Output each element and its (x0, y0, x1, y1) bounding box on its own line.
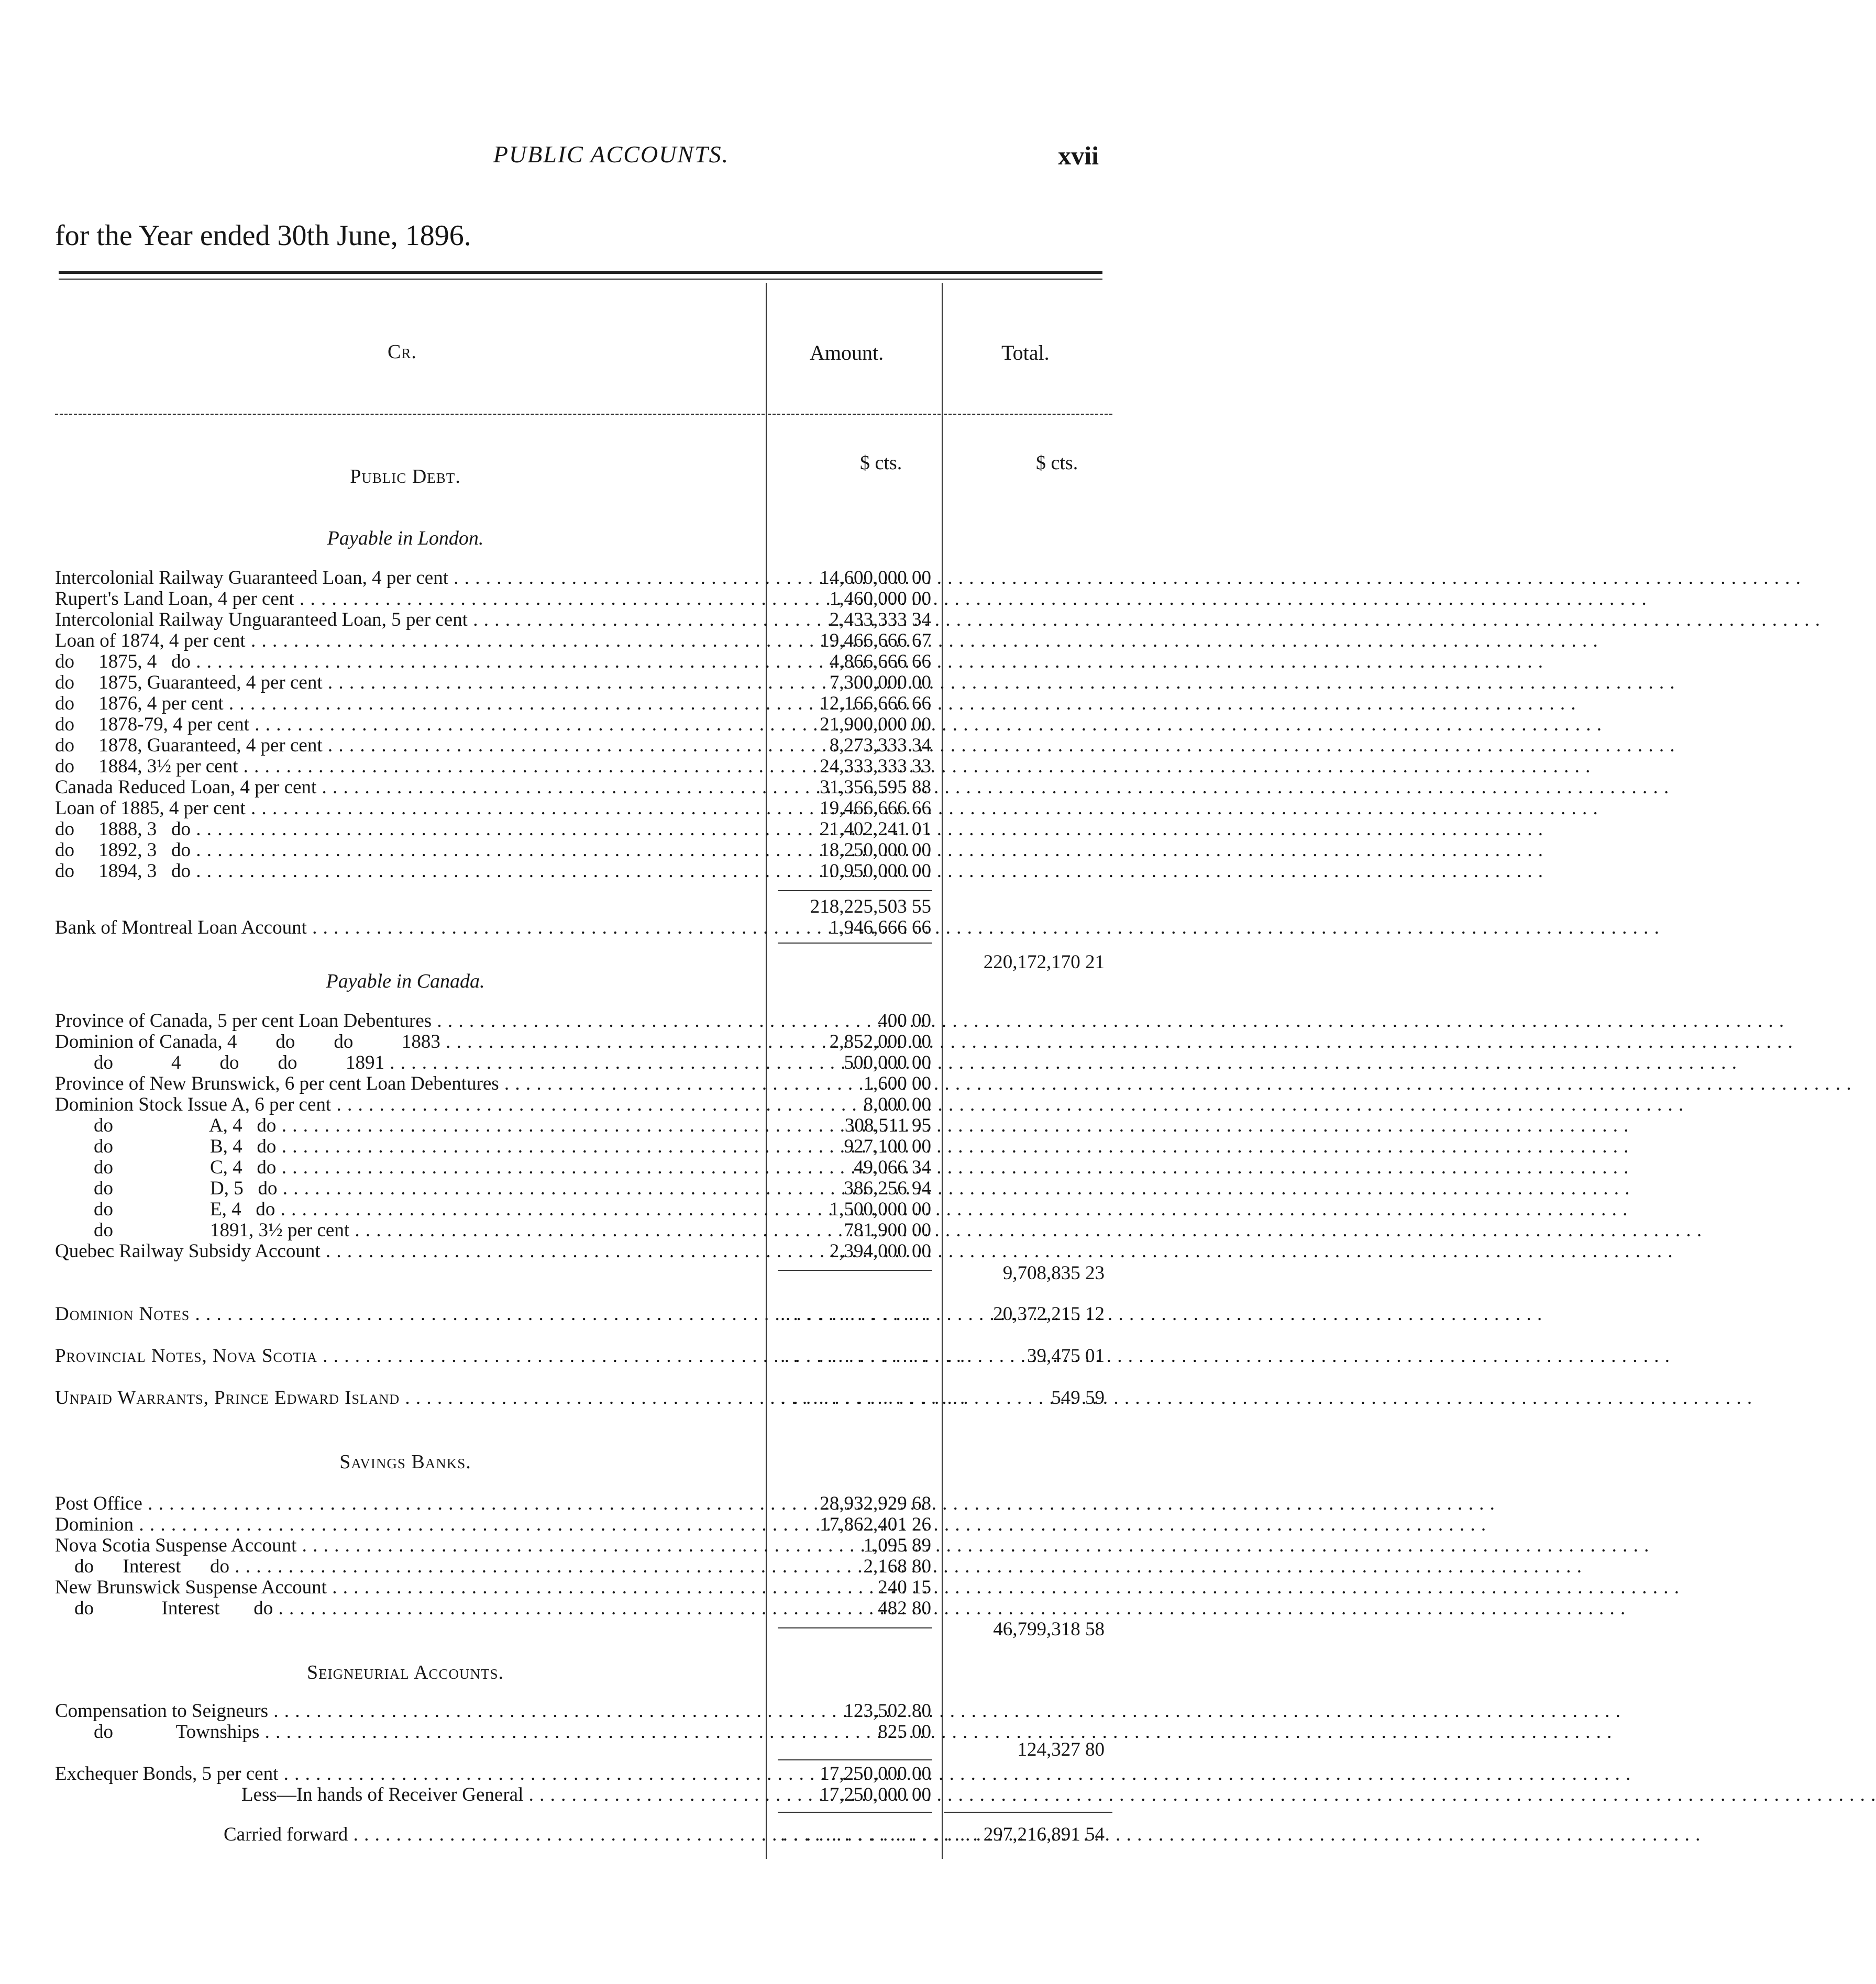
row-amount: 482 80 (878, 1598, 931, 1619)
ledger-row (0, 1032, 1222, 1052)
total-column-heading: Total. (1001, 341, 1050, 364)
row-amount: 1,600 00 (863, 1073, 931, 1094)
row-label: Dominion . . . (55, 1514, 756, 1535)
amount-column-heading: Amount. (810, 341, 884, 364)
ledger-row (0, 1785, 1222, 1805)
public-debt-london-total: 220,172,170 21 (983, 951, 1105, 973)
row-amount: 2,168 80 (863, 1556, 931, 1577)
row-label: do Interest do . . . (55, 1556, 756, 1577)
header-dash-rule (55, 414, 765, 415)
row-label: do 1878-79, 4 per cent . . . (55, 714, 756, 735)
row-amount: 400 00 (878, 1010, 931, 1032)
total-row (0, 1739, 1222, 1760)
row-amount: 1,095 89 (863, 1535, 931, 1556)
row-label: Less—In hands of Receiver General . . . (55, 1785, 756, 1805)
section-heading-seigneurial: Seigneurial Accounts. (307, 1661, 504, 1683)
payable-canada-total: 9,708,835 23 (1002, 1262, 1105, 1284)
ledger-row (0, 714, 1222, 735)
row-amount: 24,333,333 33 (820, 756, 931, 777)
subtotal-row (0, 896, 1222, 917)
ledger-row (0, 1094, 1222, 1115)
ledger-row (0, 1073, 1222, 1094)
row-label: do 1888, 3 do . . . (55, 819, 756, 840)
row-amount: 308,511 95 (844, 1115, 931, 1136)
row-label: do 1875, Guaranteed, 4 per cent . . . (55, 672, 756, 693)
row-label: Bank of Montreal Loan Account . . . (55, 917, 756, 938)
row-label: Quebec Railway Subsidy Account . . . (55, 1241, 756, 1262)
page-number: xvii (1058, 141, 1099, 170)
ledger-row (0, 1136, 1222, 1157)
row-amount: 10,950,000 00 (820, 860, 931, 882)
row-amount: 4,866,666 66 (829, 651, 931, 672)
row-label: Rupert's Land Loan, 4 per cent . . . (55, 589, 756, 609)
ledger-row (0, 777, 1222, 798)
row-total: 20,372,215 12 (993, 1303, 1105, 1325)
row-amount: 825 00 (878, 1721, 931, 1743)
ledger-row (0, 1764, 1222, 1785)
total-row (0, 1619, 1222, 1640)
row-label: Exchequer Bonds, 5 per cent . . . (55, 1764, 756, 1785)
row-amount: 12,166,666 66 (820, 693, 931, 714)
amount-currency-label: $ cts. (860, 452, 902, 474)
ledger-row (0, 1178, 1222, 1199)
ledger-row (0, 1598, 1222, 1619)
row-amount: 14,600,000 00 (820, 567, 931, 589)
row-label: Province of Canada, 5 per cent Loan Debentures . . . (55, 1011, 756, 1032)
row-amount: 781,900 00 (844, 1220, 931, 1241)
row-total: 39,475 01 (1027, 1345, 1105, 1367)
row-label: do C, 4 do . . . (55, 1157, 756, 1178)
row-label: do 1878, Guaranteed, 4 per cent . . . (55, 735, 756, 756)
row-amount: 386,256 94 (844, 1178, 931, 1199)
ledger-row (0, 609, 1222, 630)
row-amount: 2,394,000 00 (829, 1240, 931, 1262)
row-amount: 1,946,666 66 (829, 917, 931, 938)
ledger-row (0, 1115, 1222, 1136)
top-rule-thin (59, 279, 1102, 280)
running-title: PUBLIC ACCOUNTS. (493, 141, 730, 168)
amount-leader-dots: . . . . . . . . . . . . . . . (780, 1387, 967, 1409)
seigneurial-total: 124,327 80 (1017, 1739, 1105, 1760)
amount-leader-dots: . . . . . . . . . . . . (780, 1303, 928, 1325)
row-amount: 17,862,401 26 (820, 1514, 931, 1535)
row-amount: 2,852,000 00 (829, 1031, 931, 1052)
row-label: do 1876, 4 per cent . . . (55, 693, 756, 714)
amount-leader-dots: . . . . . . . . . . . . . . . (780, 1345, 967, 1367)
ledger-row (0, 798, 1222, 819)
savings-banks-total: 46,799,318 58 (993, 1619, 1105, 1640)
ledger-row (0, 1241, 1222, 1262)
row-amount: 2,433,333 34 (829, 609, 931, 630)
row-label: do 1875, 4 do . . . (55, 651, 756, 672)
subsection-heading-london: Payable in London. (327, 527, 484, 549)
ledger-row (0, 1701, 1222, 1722)
ledger-row (0, 861, 1222, 882)
row-amount: 18,250,000 00 (820, 839, 931, 861)
total-currency-label: $ cts. (1036, 452, 1078, 474)
row-label: do B, 4 do . . . (55, 1136, 756, 1157)
row-amount: 17,250,000 00 (820, 1763, 931, 1785)
carried-forward-total: 297,216,891 54 (983, 1824, 1105, 1845)
amount-leader-dots: . . . . . . . . . . . . . . . . (780, 1824, 979, 1845)
ledger-row (0, 630, 1222, 651)
ledger-row (0, 1556, 1222, 1577)
ledger-row (0, 1514, 1222, 1535)
row-label: do E, 4 do . . . (55, 1199, 756, 1220)
row-amount: 927,100 00 (844, 1136, 931, 1157)
subtotal-rule (778, 943, 932, 944)
row-label: Province of New Brunswick, 6 per cent Loan Debentures . . . (55, 1073, 756, 1094)
row-label: Intercolonial Railway Unguaranteed Loan, 5 per cent . . . (55, 609, 756, 630)
row-label: Dominion Notes . . . (55, 1304, 756, 1325)
row-label: Compensation to Seigneurs . . . (55, 1701, 756, 1722)
ledger-row (0, 1535, 1222, 1556)
row-label: do A, 4 do . . . (55, 1115, 756, 1136)
ledger-row (0, 589, 1222, 609)
carried-forward-label: Carried forward . . . (55, 1824, 756, 1845)
row-label: Intercolonial Railway Guaranteed Loan, 4 per cent . . . (55, 568, 756, 589)
row-total: 549 59 (1051, 1387, 1105, 1409)
header-dash-rule (944, 414, 1112, 415)
ledger-row (0, 693, 1222, 714)
row-label: do 1891, 3½ per cent . . . (55, 1220, 756, 1241)
ledger-row (0, 1388, 1222, 1409)
ledger-row (0, 1011, 1222, 1032)
cr-column-heading: Cr. (388, 341, 417, 363)
ledger-row (0, 1304, 1222, 1325)
subsection-heading-canada: Payable in Canada. (326, 970, 485, 992)
row-label: Canada Reduced Loan, 4 per cent . . . (55, 777, 756, 798)
ledger-row (0, 651, 1222, 672)
subtotal-rule (778, 890, 932, 891)
subtotal-rule (778, 1812, 932, 1813)
top-rule-thick (59, 271, 1102, 274)
ledger-row (0, 672, 1222, 693)
row-label: Dominion of Canada, 4 do do 1883 . . . (55, 1032, 756, 1052)
row-amount: 28,932,929 68 (820, 1493, 931, 1514)
row-amount: 31,356,595 88 (820, 777, 931, 798)
row-amount: 17,250,000 00 (820, 1784, 931, 1805)
ledger-row (0, 568, 1222, 589)
row-label: New Brunswick Suspense Account . . . (55, 1577, 756, 1598)
header-dash-rule (768, 414, 941, 415)
row-label: do D, 5 do . . . (55, 1178, 756, 1199)
ledger-row (0, 840, 1222, 861)
ledger-row (0, 1220, 1222, 1241)
row-label: Dominion Stock Issue A, 6 per cent . . . (55, 1094, 756, 1115)
row-amount: 1,460,000 00 (829, 588, 931, 609)
row-amount: 1,500,000 00 (829, 1199, 931, 1220)
ledger-row (0, 1577, 1222, 1598)
row-amount: 21,402,241 01 (820, 818, 931, 840)
carried-forward-row (0, 1824, 1222, 1845)
row-amount: 49,066 34 (854, 1157, 931, 1178)
ledger-row (0, 917, 1222, 938)
row-label: do 1894, 3 do . . . (55, 861, 756, 882)
page-subtitle: for the Year ended 30th June, 1896. (55, 219, 471, 252)
row-label: Loan of 1885, 4 per cent . . . (55, 798, 756, 819)
subtotal-rule (778, 1759, 932, 1760)
ledger-row (0, 735, 1222, 756)
ledger-row (0, 1052, 1222, 1073)
row-label: Loan of 1874, 4 per cent . . . (55, 630, 756, 651)
row-amount: 8,273,333 34 (829, 735, 931, 756)
row-amount: 500,000 00 (844, 1052, 931, 1073)
row-label: do Interest do . . . (55, 1598, 756, 1619)
row-label: do 1892, 3 do . . . (55, 840, 756, 861)
section-heading-savings-banks: Savings Banks. (339, 1451, 471, 1473)
row-label: Provincial Notes, Nova Scotia . . . (55, 1346, 756, 1367)
row-label: Unpaid Warrants, Prince Edward Island . . . (55, 1388, 756, 1409)
ledger-row (0, 819, 1222, 840)
row-amount: 19,466,666 67 (820, 630, 931, 651)
ledger-row (0, 1157, 1222, 1178)
row-label: Post Office . . . (55, 1493, 756, 1514)
row-label: do 4 do do 1891 . . . (55, 1052, 756, 1073)
total-row (0, 1263, 1222, 1284)
row-amount: 7,300,000 00 (829, 672, 931, 693)
section-heading-public-debt: Public Debt. (350, 465, 461, 487)
row-amount: 21,900,000 00 (820, 714, 931, 735)
ledger-row (0, 756, 1222, 777)
row-amount: 19,466,666 66 (820, 797, 931, 819)
row-amount: 123,502 80 (844, 1700, 931, 1722)
row-label: do 1884, 3½ per cent . . . (55, 756, 756, 777)
london-subtotal: 218,225,503 55 (810, 896, 931, 917)
total-rule (944, 1812, 1112, 1813)
row-label: do Townships . . . (55, 1722, 756, 1743)
ledger-row (0, 1493, 1222, 1514)
row-label: Nova Scotia Suspense Account . . . (55, 1535, 756, 1556)
ledger-row (0, 1199, 1222, 1220)
row-amount: 240 15 (878, 1577, 931, 1598)
row-amount: 8,000 00 (863, 1094, 931, 1115)
ledger-row (0, 1346, 1222, 1367)
